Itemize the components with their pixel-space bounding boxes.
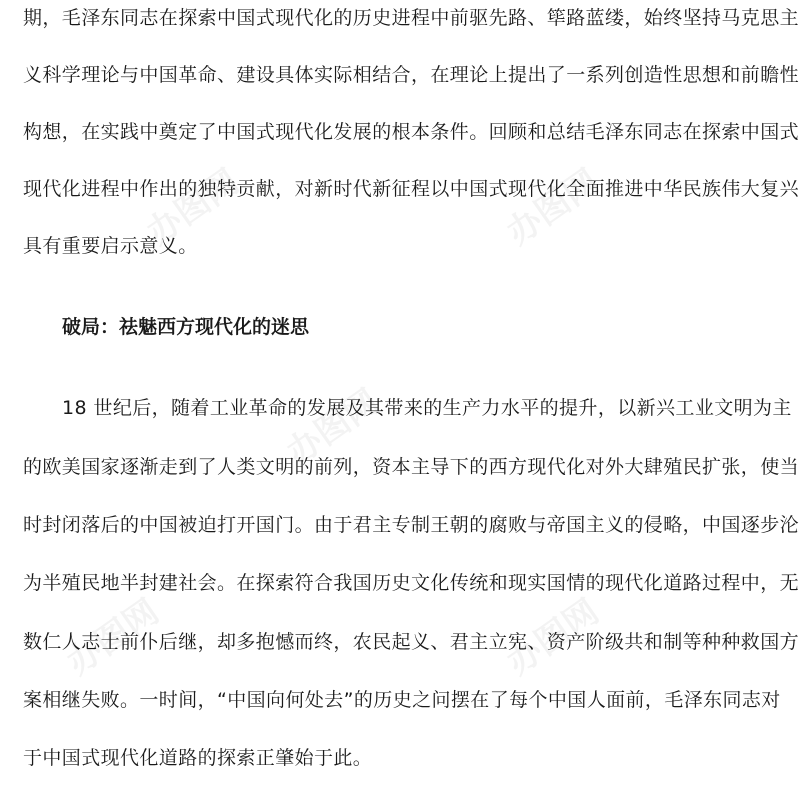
section-heading: 破局：祛魅西方现代化的迷思	[62, 316, 310, 338]
paragraph-line: 构想，在实践中奠定了中国式现代化发展的根本条件。回顾和总结毛泽东同志在探索中国式	[23, 121, 800, 143]
watermark: 办图网	[499, 591, 607, 684]
watermark: 办图网	[139, 161, 247, 254]
paragraph-line: 案相继失败。一时间，“中国向何处去”的历史之问摆在了每个中国人面前，毛泽东同志对	[23, 689, 781, 711]
paragraph-line: 义科学理论与中国革命、建设具体实际相结合，在理论上提出了一系列创造性思想和前瞻性	[23, 64, 800, 86]
watermark: 办图网	[59, 591, 167, 684]
paragraph-line: 的欧美国家逐渐走到了人类文明的前列，资本主导下的西方现代化对外大肆殖民扩张，使当	[23, 456, 800, 478]
paragraph-line: 于中国式现代化道路的探索正肇始于此。	[23, 747, 373, 769]
paragraph-line: 18 世纪后，随着工业革命的发展及其带来的生产力水平的提升，以新兴工业文明为主	[62, 397, 792, 419]
paragraph-line: 为半殖民地半封建社会。在探索符合我国历史文化传统和现实国情的现代化道路过程中，无	[23, 572, 800, 594]
paragraph-line: 时封闭落后的中国被迫打开国门。由于君主专制王朝的腐败与帝国主义的侵略，中国逐步沦	[23, 514, 800, 536]
paragraph-line: 数仁人志士前仆后继，却多抱憾而终，农民起义、君主立宪、资产阶级共和制等种种救国方	[23, 631, 800, 653]
watermark: 办图网	[279, 381, 387, 474]
paragraph-line: 现代化进程中作出的独特贡献，对新时代新征程以中国式现代化全面推进中华民族伟大复兴	[23, 178, 800, 200]
paragraph-line: 期，毛泽东同志在探索中国式现代化的历史进程中前驱先路、筚路蓝缕，始终坚持马克思主	[23, 7, 800, 29]
watermark: 办图网	[499, 161, 607, 254]
paragraph-line: 具有重要启示意义。	[23, 235, 198, 257]
